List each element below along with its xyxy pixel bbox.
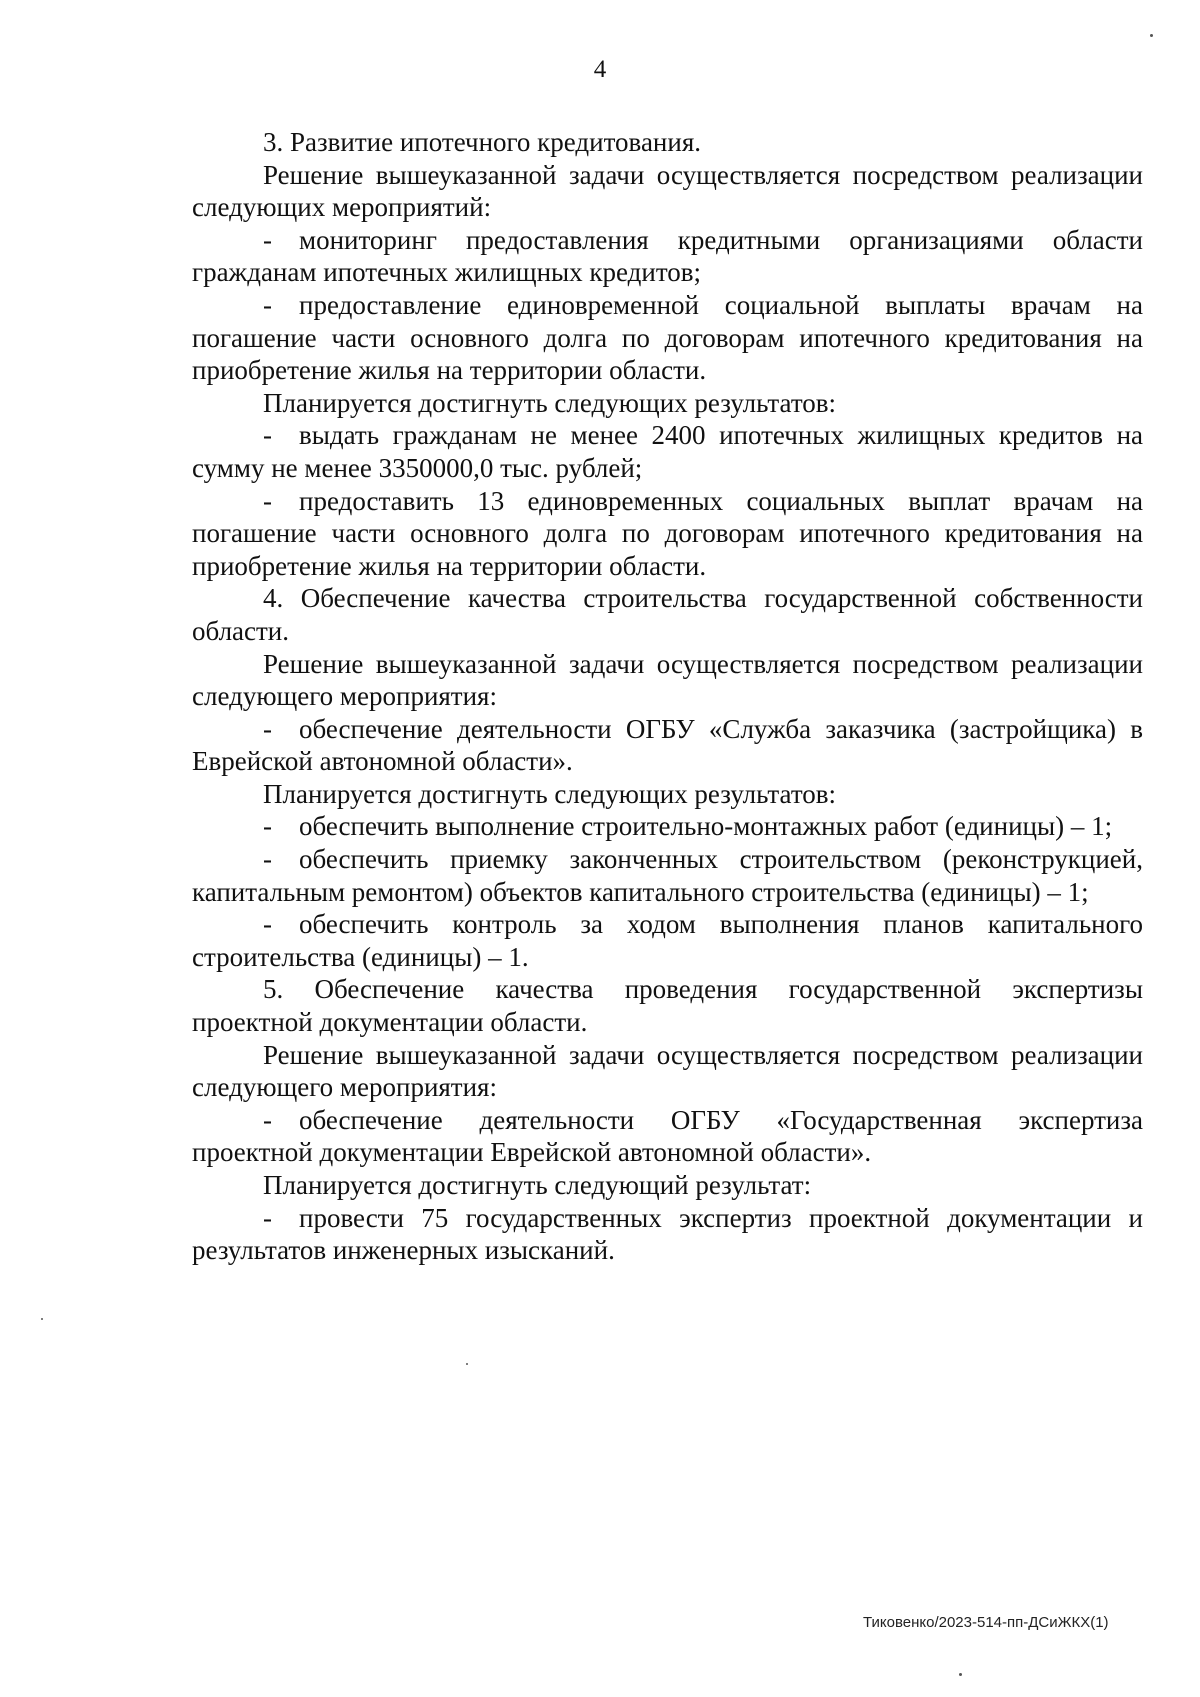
bullet-item: - обеспечение деятельности ОГБУ «Служба заказчика (застройщика) в Еврейской автономной области».	[192, 713, 1143, 777]
bullet-item: - мониторинг предоставления кредитными организациями области гражданам ипотечных жилищных кредитов;	[192, 224, 1143, 288]
section-heading-5: 5. Обеспечение качества проведения государственной экспертизы проектной документации области.	[192, 974, 1143, 1038]
bullet-item: - обеспечить приемку законченных строительством (реконструкцией, капитальным ремонтом) объектов капитального строительства (единицы) – 1;	[192, 844, 1143, 907]
scan-speck	[1150, 34, 1153, 37]
scan-speck	[466, 1363, 468, 1365]
bullet-item: - обеспечение деятельности ОГБУ «Государственная экспертиза проектной документации Еврейской автономной области».	[192, 1104, 1143, 1168]
paragraph: Планируется достигнуть следующих результатов:	[263, 387, 837, 418]
bullet-item: - предоставление единовременной социальной выплаты врачам на погашение части основного долга по договорам ипотечного кредитования на приобретение жилья на территории области.	[192, 289, 1143, 386]
paragraph: Решение вышеуказанной задачи осуществляется посредством реализации следующего мероприятия:	[192, 648, 1143, 712]
bullet-item: - провести 75 государственных экспертиз проектной документации и результатов инженерных изысканий.	[192, 1202, 1143, 1266]
scan-speck	[41, 1318, 43, 1320]
paragraph: Решение вышеуказанной задачи осуществляется посредством реализации следующих мероприятий:	[192, 159, 1143, 223]
paragraph: Решение вышеуказанной задачи осуществляется посредством реализации следующего мероприятия:	[192, 1039, 1143, 1103]
scan-speck	[959, 1673, 962, 1676]
bullet-item: - обеспечить выполнение строительно-монтажных работ (единицы) – 1;	[263, 811, 1113, 842]
page-number: 4	[593, 56, 607, 83]
document-footer-code: Тиковенко/2023-514-пп-ДСиЖКХ(1)	[863, 1614, 1109, 1631]
paragraph: Планируется достигнуть следующий результат:	[263, 1170, 812, 1200]
bullet-item: - обеспечить контроль за ходом выполнения планов капитального строительства (единицы) – 1.	[192, 909, 1143, 972]
section-heading-3: 3. Развитие ипотечного кредитования.	[263, 127, 701, 157]
bullet-item: - выдать гражданам не менее 2400 ипотечных жилищных кредитов на сумму не менее 3350000,0 тыс. рублей;	[192, 420, 1143, 483]
section-heading-4: 4. Обеспечение качества строительства государственной собственности области.	[192, 583, 1143, 646]
bullet-item: - предоставить 13 единовременных социальных выплат врачам на погашение части основного долга по договорам ипотечного кредитования на приобретение жилья на территории области.	[192, 485, 1143, 581]
document-body	[192, 126, 1143, 1267]
paragraph: Планируется достигнуть следующих результатов:	[263, 778, 837, 809]
